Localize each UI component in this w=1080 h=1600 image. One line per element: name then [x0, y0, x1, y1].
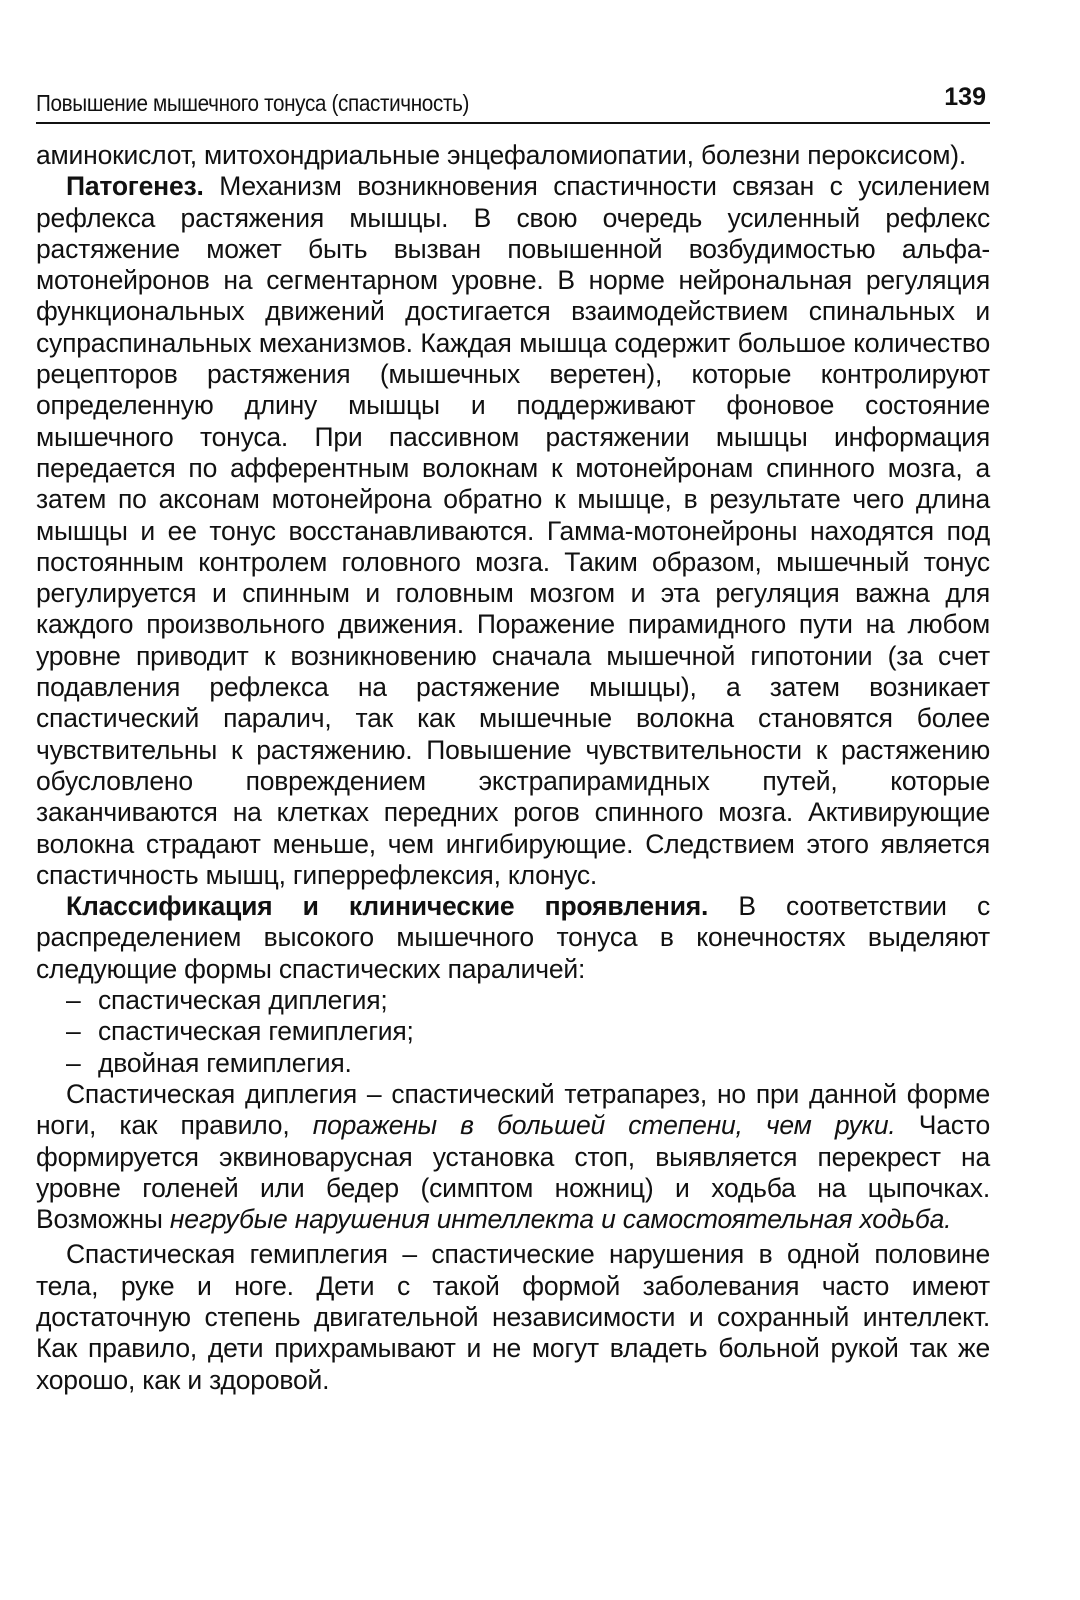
list-item-text: спастическая гемиплегия;	[98, 1016, 414, 1047]
running-header	[36, 78, 990, 124]
running-header-title: Повышение мышечного тонуса (спастичность)	[36, 90, 470, 116]
list-item	[36, 1048, 990, 1079]
paragraph-continuation: аминокислот, митохондриальные энцефаломиопатии, болезни пероксисом).	[36, 140, 967, 170]
paragraph-hemiplegia: Спастическая гемиплегия – спастические нарушения в одной половине тела, руке и ноге. Дети с такой формой заболевания часто имеют достаточную степень двигательной независимости и сохранный интеллект. Как правило, дети прихрамывают и не могут владеть больной рукой так же хорошо, как и здоровой.	[36, 1239, 990, 1395]
body-text	[36, 140, 990, 1396]
diplegia-text-a: Спастическая диплегия – спастический тетрапарез, но при данной форме ноги, как правило,	[36, 1078, 990, 1141]
section-heading-classification: Классификация и клинические проявления.	[66, 891, 709, 922]
list-item-text: двойная гемиплегия.	[98, 1047, 352, 1078]
paragraph-classification	[36, 891, 990, 985]
pathogenesis-text: Механизм возникновения спастичности связан с усилением рефлекса растяжения мышцы. В свою очередь усиленный рефлекс растяжение может быть вызван повышенной возбудимостью альфа-мотонейронов на сегментарном уровне. В норме нейрональная регуляция функциональных движений достигается взаимодействием спинальных и супраспинальных механизмов. Каждая мышца содержит большое количество рецепторов растяжения (мышечных веретен), которые контролируют определенную длину мышцы и поддерживают фоновое состояние мышечного тонуса. При пассивном растяжении мышцы информация передается по афферентным волокнам к мотонейронам спинного мозга, а затем по аксонам мотонейрона обратно к мышце, в результате чего длина мышцы и ее тонус восстанавливаются. Гамма-мотонейроны находятся под постоянным контролем головного мозга. Таким образом, мышечный тонус регулируется и спинным и головным мозгом и эта регуляция важна для каждого произвольного движения. Поражение пирамидного пути на любом уровне приводит к возникновению сначала мышечной гипотонии (за счет подавления рефлекса на растяжение мышцы), а затем возникает спастический паралич, так как мышечные волокна становятся более чувствительны к растяжению. Повышение чувствительности к растяжению обусловлено повреждением экстрапирамидных путей, которые заканчиваются на клетках передних рогов спинного мозга. Активирующие волокна страдают меньше, чем ингибирующие. Следствием этого является спастичность мышц, гиперрефлексия, клонус.	[36, 171, 990, 890]
classification-text: В соответствии с распределением высокого мышечного тонуса в конечностях выделяют следующие формы спастических параличей:	[36, 891, 990, 984]
list-item	[36, 985, 990, 1016]
list-item	[36, 1016, 990, 1047]
list-dash: –	[66, 985, 81, 1016]
page-number: 139	[944, 83, 986, 111]
diplegia-text-italic-2: негрубые нарушения интеллекта и самостоятельная ходьба.	[169, 1204, 952, 1235]
list-dash: –	[66, 1016, 81, 1047]
section-heading-pathogenesis: Патогенез.	[66, 171, 204, 202]
paragraph-diplegia	[36, 1079, 990, 1235]
forms-list	[36, 985, 990, 1079]
list-item-text: спастическая диплегия;	[98, 985, 388, 1016]
paragraph-pathogenesis	[36, 171, 990, 891]
diplegia-text-italic-1: поражены в большей степени, чем руки.	[312, 1110, 896, 1141]
list-dash: –	[66, 1047, 81, 1078]
diplegia-text-c: Часто формируется эквиноварусная установка стоп, выявляется перекрест на уровне голеней или бедер (симптом ножниц) и ходьба на цыпочках. Возможны	[36, 1110, 990, 1235]
